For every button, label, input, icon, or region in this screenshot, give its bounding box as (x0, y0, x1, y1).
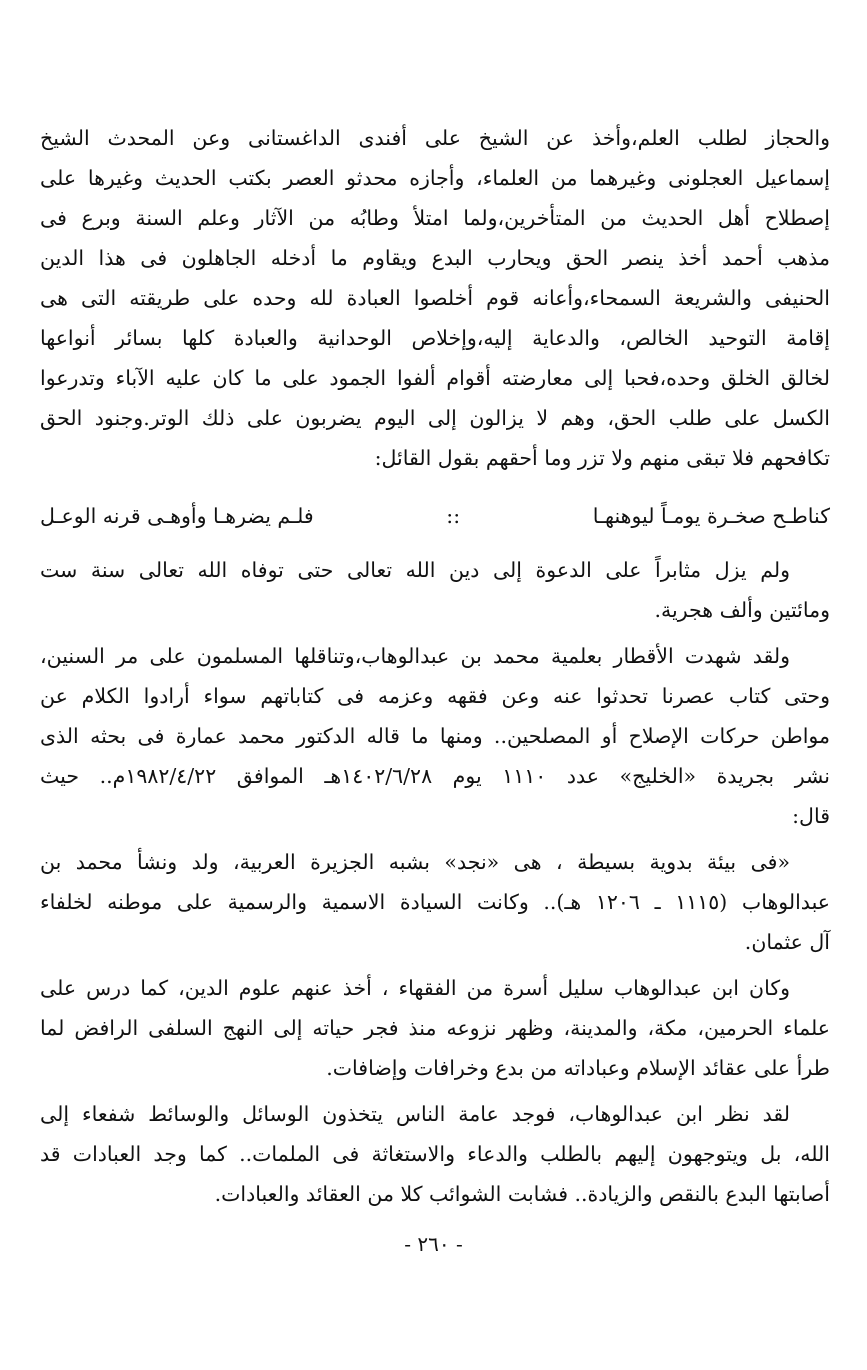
text-line: إقامة التوحيد الخالص، والدعاية إليه،وإخلاص الوحدانية والعبادة كلها بسائر أنواعها (40, 326, 830, 350)
text-line: لقد نظر ابن عبدالوهاب، فوجد عامة الناس يتخذون الوسائل والوسائط شفعاء إلى (40, 1102, 790, 1126)
paragraph-5 (40, 968, 830, 1088)
text-line: ولقد شهدت الأقطار بعلمية محمد بن عبدالوهاب،وتناقلها المسلمون على مر السنين، (40, 644, 790, 668)
text-line: إسماعيل العجلونى وغيرهما من العلماء، وأجازه محدثو العصر بكتب الحديث وغيرها على (40, 166, 830, 190)
text-line: عبدالوهاب (١١١٥ ـ ١٢٠٦ هـ).. وكانت السيادة الاسمية والرسمية على موطنه لخلفاء (40, 890, 830, 914)
paragraph-2 (40, 550, 830, 630)
text-line: آل عثمان. (744, 930, 830, 954)
page-body (40, 118, 830, 1214)
text-line: والحجاز لطلب العلم،وأخذ عن الشيخ على أفندى الداغستانى وعن المحدث الشيخ (40, 126, 830, 150)
poem-verse (40, 496, 830, 536)
text-line: «فى بيئة بدوية بسيطة ، هى «نجد» بشبه الجزيرة العربية، ولد ونشأ محمد بن (40, 850, 790, 874)
text-line: الله، بل ويتوجهون إليهم بالطلب والدعاء والاستغاثة فى الملمات.. كما وجد العبادات قد (40, 1142, 830, 1166)
text-line: الحنيفى والشريعة السمحاء،وأعانه قوم أخلصوا العبادة لله وحده على طريقته التى هى (40, 286, 830, 310)
paragraph-4 (40, 842, 830, 962)
text-line: الكسل على طلب الحق، وهم لا يزالون إلى اليوم يضربون على ذلك الوتر.وجنود الحق (40, 406, 830, 430)
text-line: إصطلاح أهل الحديث من المتأخرين،ولما امتلأ وطابُه من الآثار وعلم السنة وبرع فى (40, 206, 830, 230)
text-line: لخالق الخلق وحده،فحبا إلى معارضته أقوام ألفوا الجمود على ما كان عليه الآباء وتدرعوا (40, 366, 830, 390)
text-line: مذهب أحمد أخذ ينصر الحق ويحارب البدع ويقاوم ما أدخله الجاهلون فى هذا الدين (40, 246, 830, 270)
paragraph-3 (40, 636, 830, 836)
paragraph-1 (40, 118, 830, 478)
page-number: - ٢٦٠ - (404, 1232, 463, 1256)
verse-second-hemistich: فلـم يضرهـا وأوهـى قرنه الوعـل (40, 504, 314, 528)
text-line: أصابتها البدع بالنقص والزيادة.. فشابت الشوائب كلا من العقائد والعبادات. (214, 1182, 830, 1206)
text-line: طرأ على عقائد الإسلام وعباداته من بدع وخرافات وإضافات. (326, 1056, 830, 1080)
paragraph-6 (40, 1094, 830, 1214)
text-line: قال: (792, 804, 830, 828)
text-line: وكان ابن عبدالوهاب سليل أسرة من الفقهاء ، أخذ عنهم علوم الدين، كما درس على (40, 976, 790, 1000)
verse-separator: :: (446, 504, 461, 528)
text-line: تكافحهم فلا تبقى منهم ولا تزر وما أحقهم بقول القائل: (374, 446, 830, 470)
text-line: ومائتين وألف هجرية. (654, 598, 830, 622)
text-line: وحتى كتاب عصرنا تحدثوا عنه وعن فقهه وعزمه فى كتاباتهم سواء أرادوا الكلام عن (40, 684, 830, 708)
text-line: مواطن حركات الإصلاح أو المصلحين.. ومنها ما قاله الدكتور محمد عمارة فى بحثه الذى (40, 724, 830, 748)
text-line: علماء الحرمين، مكة، والمدينة، وظهر نزوعه منذ فجر حياته إلى النهج السلفى الرافض لما (40, 1016, 830, 1040)
verse-first-hemistich: كناطـح صخـرة يومـاً ليوهنهـا (592, 504, 830, 528)
text-line: نشر بجريدة «الخليج» عدد ١١١٠ يوم ١٤٠٢/٦/٢٨هـ الموافق ١٩٨٢/٤/٢٢م.. حيث (40, 764, 831, 788)
text-line: ولم يزل مثابراً على الدعوة إلى دين الله تعالى حتى توفاه الله تعالى سنة ست (40, 558, 790, 582)
